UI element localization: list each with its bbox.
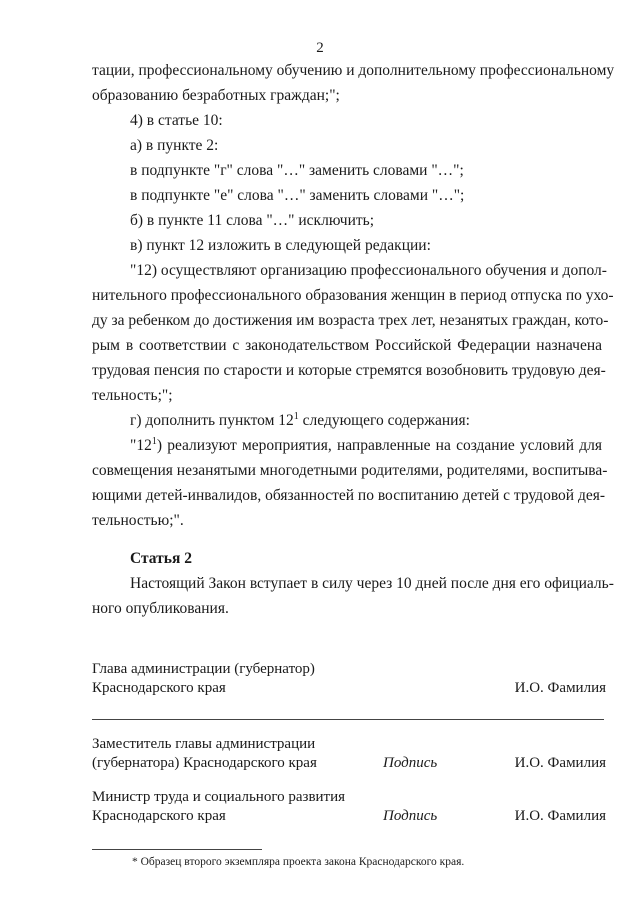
list-item <box>130 412 470 430</box>
signatory-name: И.О. Фамилия <box>514 755 606 771</box>
body-text: ) реализуют мероприятия, направленные на создание условий для <box>156 437 602 454</box>
body-line: ющими детей-инвалидов, обязанностей по воспитанию детей с трудовой дея- <box>92 487 606 504</box>
list-item: а) в пункте 2: <box>130 137 219 154</box>
body-line: ду за ребенком до достижения им возраста трех лет, незанятых граждан, кото- <box>92 312 609 329</box>
signatory-title: Заместитель главы администрации <box>92 736 316 752</box>
body-line: тельностью;". <box>92 512 184 529</box>
list-item: б) в пункте 11 слова "…" исключить; <box>130 212 375 229</box>
divider <box>92 719 604 720</box>
signature-placeholder: Подпись <box>383 755 438 771</box>
body-line: рым в соответствии с законодательством Российской Федерации назначена <box>92 337 602 354</box>
list-item-text: г) дополнить пунктом 12 <box>130 412 294 429</box>
list-item: в) пункт 12 изложить в следующей редакции: <box>130 237 431 254</box>
list-item: в подпункте "е" слова "…" заменить словами "…"; <box>130 187 465 204</box>
list-item-text: следующего содержания: <box>298 412 470 429</box>
signatory-title: (губернатора) Краснодарского края <box>92 755 317 771</box>
body-line: Настоящий Закон вступает в силу через 10 дней после дня его официаль- <box>130 575 614 592</box>
list-item: в подпункте "г" слова "…" заменить словами "…"; <box>130 162 464 179</box>
page-number: 2 <box>316 40 324 56</box>
signatory-title: Краснодарского края <box>92 808 226 824</box>
superscript: 1 <box>151 435 157 447</box>
body-line: совмещения незанятыми многодетными родителями, родителями, воспитыва- <box>92 462 608 479</box>
body-line <box>130 437 602 455</box>
body-line: трудовая пенсия по старости и которые стремятся возобновить трудовую дея- <box>92 362 606 379</box>
body-line: нительного профессионального образования женщин в период отпуска по ухо- <box>92 287 614 304</box>
body-text: "12 <box>130 437 152 454</box>
signatory-title: Министр труда и социального развития <box>92 789 346 805</box>
body-line: образованию безработных граждан;"; <box>92 87 340 104</box>
body-line: ного опубликования. <box>92 600 229 617</box>
body-line: "12) осуществляют организацию профессионального обучения и допол- <box>130 262 607 279</box>
superscript: 1 <box>293 410 299 422</box>
footnote-divider <box>92 849 262 850</box>
article-heading: Статья 2 <box>130 550 192 567</box>
signatory-title: Краснодарского края <box>92 680 226 696</box>
signature-placeholder: Подпись <box>383 808 438 824</box>
signatory-name: И.О. Фамилия <box>514 808 606 824</box>
footnote: * Образец второго экземпляра проекта закона Краснодарского края. <box>132 856 465 868</box>
list-item: 4) в статье 10: <box>130 112 223 129</box>
body-line: тельность;"; <box>92 387 173 404</box>
signatory-name: И.О. Фамилия <box>514 680 606 696</box>
signatory-title: Глава администрации (губернатор) <box>92 661 315 677</box>
body-line: тации, профессиональному обучению и дополнительному профессиональному <box>92 62 615 79</box>
